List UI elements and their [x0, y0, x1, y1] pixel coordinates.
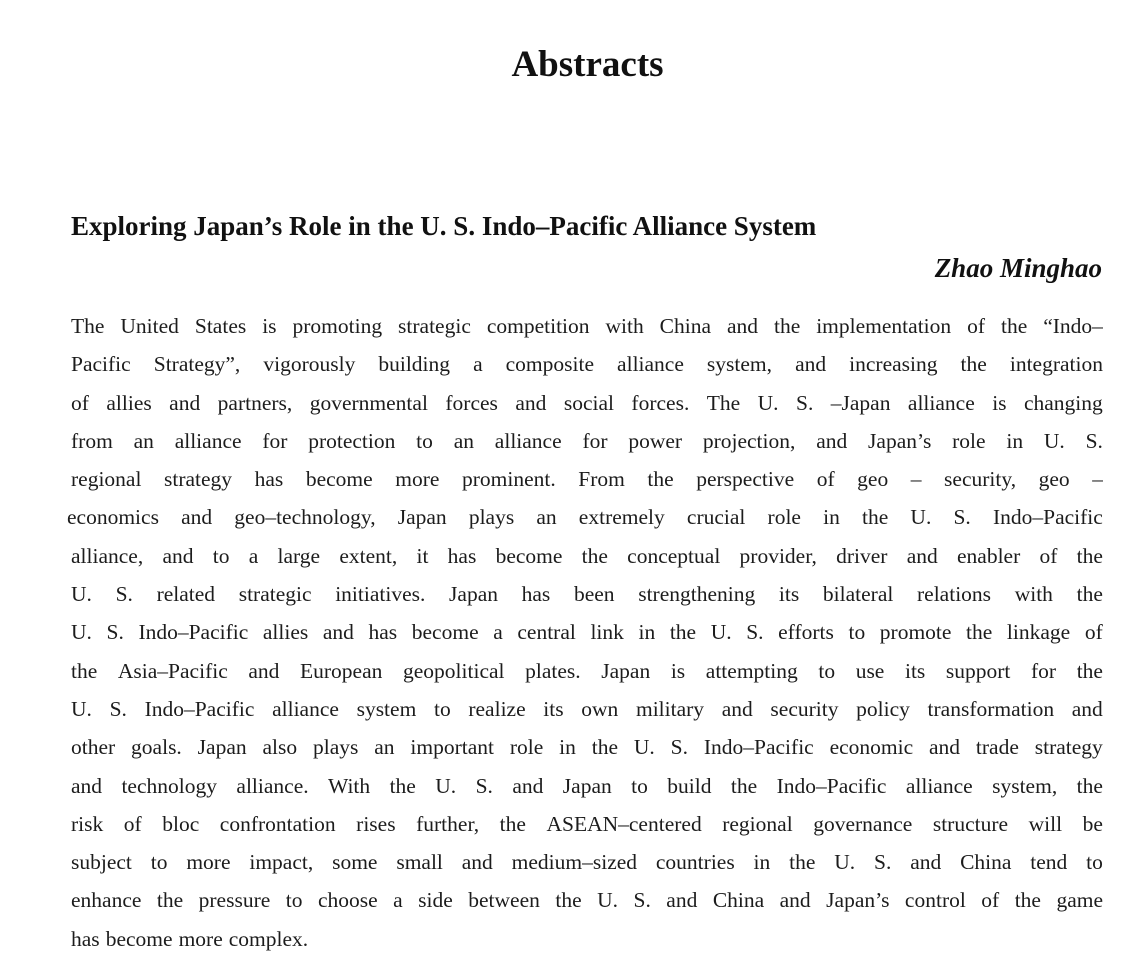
abstract-word: rises	[356, 811, 396, 836]
abstract-word: the	[555, 888, 582, 913]
abstract-word: the	[1000, 314, 1028, 338]
abstract-word: conceptual	[627, 543, 721, 568]
abstract-word: has	[447, 543, 477, 568]
abstract-word: geo	[857, 467, 889, 492]
abstract-word: and	[322, 620, 354, 645]
abstract-word: role	[767, 505, 801, 530]
abstract-word: driver	[836, 543, 888, 568]
abstract-line	[71, 920, 1103, 958]
abstract-word: crucial	[686, 505, 746, 530]
abstract-word: a	[393, 888, 403, 913]
abstract-word: States	[194, 314, 247, 338]
abstract-word: “Indo–	[1043, 314, 1103, 338]
abstract-word: and	[906, 543, 938, 568]
abstract-word: of	[816, 467, 835, 492]
abstract-word: S.	[746, 620, 764, 645]
abstract-word: building	[378, 352, 451, 377]
abstract-word: S.	[109, 696, 127, 721]
abstract-word: more	[186, 850, 231, 875]
abstract-word: an	[453, 428, 474, 453]
abstract-word: be	[1082, 811, 1103, 836]
abstract-word: has	[71, 926, 100, 951]
abstract-word: to	[285, 888, 303, 913]
abstract-word: to	[818, 658, 836, 683]
abstract-word: U.	[597, 888, 619, 913]
abstract-word: the	[1076, 773, 1103, 798]
abstract-word: S.	[475, 773, 493, 798]
abstract-word: is	[992, 390, 1007, 415]
abstract-word: Indo–Pacific	[144, 696, 255, 721]
abstract-word: its	[904, 658, 926, 683]
abstract-word: has	[521, 582, 551, 607]
abstract-word: bilateral	[822, 582, 894, 607]
abstract-word: with	[1014, 582, 1053, 607]
abstract-word: to	[433, 696, 451, 721]
abstract-line	[71, 690, 1103, 728]
abstract-word: also	[262, 735, 298, 760]
abstract-word: Indo–Pacific	[992, 505, 1103, 530]
abstract-word: regional	[722, 811, 793, 836]
abstract-word: promoting	[292, 314, 383, 338]
abstract-word: U.	[435, 773, 457, 798]
abstract-word: implementation	[816, 314, 952, 338]
abstract-word: strategic	[238, 582, 312, 607]
abstract-word: system,	[992, 773, 1058, 798]
abstract-word: the	[730, 773, 758, 798]
abstract-word: –	[910, 467, 922, 492]
abstract-word: further,	[416, 811, 480, 836]
abstract-word: governance	[813, 811, 913, 836]
abstract-word: realize	[468, 696, 526, 721]
abstract-word: and	[726, 314, 759, 338]
abstract-word: composite	[505, 352, 595, 377]
abstract-line	[71, 652, 1103, 690]
abstract-word: –	[1092, 467, 1103, 492]
abstract-word: promote	[879, 620, 952, 645]
abstract-word: is	[262, 314, 277, 338]
abstract-word: large	[277, 543, 321, 568]
page-heading: Abstracts	[511, 44, 664, 85]
abstract-word: is	[670, 658, 686, 683]
abstract-word: strengthening	[638, 582, 756, 607]
abstract-word: European	[300, 658, 383, 683]
abstract-word: been	[573, 582, 615, 607]
abstract-word: –Japan	[830, 390, 891, 415]
abstract-word: alliance,	[71, 543, 144, 568]
article-author: Zhao Minghao	[934, 253, 1102, 283]
abstract-word: forces.	[631, 390, 690, 415]
abstract-word: related	[156, 582, 216, 607]
abstract-line	[71, 575, 1103, 613]
abstract-word: some	[332, 850, 378, 875]
abstract-word: control	[904, 888, 966, 913]
abstract-word: confrontation	[219, 811, 336, 836]
abstract-line	[71, 422, 1103, 460]
abstract-word: to	[1086, 850, 1103, 875]
abstract-word: own	[581, 696, 619, 721]
abstract-word: in	[823, 505, 840, 530]
abstract-word: from	[71, 428, 113, 453]
abstract-word: alliance	[494, 428, 562, 453]
abstract-word: for	[582, 428, 608, 453]
abstract-word: link	[590, 620, 624, 645]
abstract-word: bloc	[162, 811, 200, 836]
abstract-word: perspective	[696, 467, 795, 492]
abstract-word: plays	[312, 735, 359, 760]
abstract-word: complex.	[228, 926, 309, 951]
abstract-word: geo	[1038, 467, 1070, 492]
abstract-word: subject	[71, 850, 132, 875]
abstract-word: become	[495, 543, 563, 568]
abstract-word: alliance	[272, 696, 339, 721]
abstract-word: the	[1076, 658, 1103, 683]
abstract-word: the	[71, 658, 98, 683]
abstract-word: plates.	[525, 658, 581, 683]
abstract-word: impact,	[249, 850, 314, 875]
abstract-word: governmental	[309, 390, 428, 415]
abstract-word: between	[468, 888, 540, 913]
abstract-word: and	[929, 735, 961, 760]
abstract-word: has	[368, 620, 398, 645]
abstract-word: protection	[308, 428, 396, 453]
abstract-word: changing	[1023, 390, 1103, 415]
abstract-word: relations	[917, 582, 992, 607]
abstract-word: tend	[1030, 850, 1068, 875]
abstract-word: system,	[706, 352, 773, 377]
abstract-word: plays	[468, 505, 515, 530]
abstract-word: a	[473, 352, 483, 377]
abstract-word: U.	[71, 620, 92, 645]
abstract-word: more	[395, 467, 440, 492]
abstract-word: become	[105, 926, 173, 951]
abstract-word: and	[795, 352, 827, 377]
abstract-word: the	[966, 620, 993, 645]
abstract-word: build	[667, 773, 712, 798]
abstract-word: and	[779, 888, 811, 913]
abstract-word: countries	[655, 850, 735, 875]
abstract-word: game	[1056, 888, 1103, 913]
abstract-word: U.	[757, 390, 779, 415]
abstract-word: choose	[317, 888, 378, 913]
abstract-word: and	[169, 390, 201, 415]
abstract-word: and	[248, 658, 280, 683]
abstract-word: economic	[829, 735, 914, 760]
abstract-word: S.	[115, 582, 133, 607]
abstract-word: Indo–Pacific	[703, 735, 814, 760]
abstract-word: of	[1084, 620, 1103, 645]
abstract-word: the	[1076, 543, 1103, 568]
abstract-line	[71, 843, 1103, 881]
abstract-word: security	[770, 696, 839, 721]
abstract-word: to	[212, 543, 230, 568]
abstract-word: role	[952, 428, 986, 453]
abstract-word: the	[156, 888, 184, 913]
abstract-word: and	[181, 505, 213, 530]
abstract-word: strategy	[1034, 735, 1103, 760]
abstract-word: U.	[910, 505, 932, 530]
abstract-word: U.	[710, 620, 732, 645]
abstract-word: central	[517, 620, 576, 645]
abstract-word: U.	[71, 582, 92, 607]
abstract-word: structure	[932, 811, 1009, 836]
abstract-word: and	[666, 888, 698, 913]
abstract-word: Indo–Pacific	[776, 773, 887, 798]
abstract-word: prominent.	[461, 467, 556, 492]
abstract-word: use	[855, 658, 885, 683]
abstract-word: in	[559, 735, 576, 760]
abstract-word: support	[945, 658, 1011, 683]
abstract-line	[71, 613, 1103, 651]
abstract-word: Japan	[197, 735, 247, 760]
abstract-word: become	[305, 467, 373, 492]
abstract-word: extent,	[339, 543, 398, 568]
abstract-word: of	[71, 390, 89, 415]
abstract-word: vigorously	[263, 352, 356, 377]
abstract-word: for	[262, 428, 288, 453]
abstract-word: forces	[445, 390, 498, 415]
abstract-word: Strategy”,	[153, 352, 241, 377]
abstract-word: China	[659, 314, 712, 338]
abstract-word: a	[493, 620, 503, 645]
abstract-word: and	[721, 696, 753, 721]
abstract-word: From	[578, 467, 625, 492]
abstract-word: of	[1039, 543, 1058, 568]
abstract-word: U.	[71, 696, 92, 721]
abstract-line	[71, 767, 1103, 805]
abstract-word: alliance	[174, 428, 242, 453]
abstract-word: to	[631, 773, 648, 798]
abstract-word: China	[712, 888, 765, 913]
abstract-word: role	[509, 735, 544, 760]
abstract-word: With	[328, 773, 371, 798]
abstract-word: of	[981, 888, 1000, 913]
abstract-body	[67, 307, 1103, 958]
abstract-word: integration	[1009, 352, 1103, 377]
abstract-word: Indo–Pacific	[138, 620, 249, 645]
abstract-word: and	[1071, 696, 1103, 721]
abstract-word: goals.	[131, 735, 182, 760]
abstract-word: side	[418, 888, 453, 913]
abstract-line	[71, 805, 1103, 843]
abstract-word: attempting	[705, 658, 798, 683]
abstract-word: an	[374, 735, 395, 760]
abstract-word: pressure	[198, 888, 271, 913]
abstract-word: The	[706, 390, 741, 415]
abstract-word: U.	[633, 735, 655, 760]
abstract-word: for	[1031, 658, 1057, 683]
abstract-word: S.	[874, 850, 892, 875]
abstract-word: the	[669, 620, 697, 645]
abstract-word: Japan	[562, 773, 612, 798]
abstract-word: regional	[71, 467, 142, 492]
abstract-word: policy	[856, 696, 910, 721]
abstract-word: Japan	[601, 658, 651, 683]
abstract-word: enabler	[956, 543, 1021, 568]
abstract-word: the	[647, 467, 674, 492]
abstract-word: to	[416, 428, 433, 453]
abstract-word: S.	[1085, 428, 1103, 453]
abstract-word: strategy	[164, 467, 233, 492]
abstract-word: the	[789, 850, 816, 875]
abstract-word: its	[543, 696, 564, 721]
abstract-word: Japan	[397, 505, 447, 530]
abstract-word: become	[411, 620, 479, 645]
abstract-word: competition	[486, 314, 590, 338]
abstract-word: S.	[633, 888, 651, 913]
abstract-word: geopolitical	[403, 658, 505, 683]
abstract-word: system	[356, 696, 417, 721]
abstract-word: Japan’s	[868, 428, 932, 453]
abstract-word: and	[162, 543, 194, 568]
abstract-word: and	[910, 850, 942, 875]
abstract-word: partners,	[217, 390, 293, 415]
abstract-word: Asia–Pacific	[117, 658, 228, 683]
abstract-word: and	[461, 850, 493, 875]
abstract-word: its	[778, 582, 800, 607]
abstract-word: allies	[106, 390, 152, 415]
abstract-word: an	[536, 505, 557, 530]
abstract-word: of	[123, 811, 142, 836]
abstract-word: the	[773, 314, 801, 338]
abstract-word: Japan’s	[826, 888, 890, 913]
abstract-word: in	[638, 620, 656, 645]
abstract-word: technology	[121, 773, 217, 798]
abstract-word: important	[410, 735, 494, 760]
abstract-word: U.	[834, 850, 856, 875]
abstract-word: increasing	[849, 352, 938, 377]
abstract-word: the	[1076, 582, 1103, 607]
abstract-word: efforts	[778, 620, 834, 645]
abstract-line	[71, 307, 1103, 345]
abstract-word: it	[416, 543, 429, 568]
abstract-word: United	[120, 314, 179, 338]
abstract-word: the	[581, 543, 608, 568]
abstract-word: Pacific	[71, 352, 131, 377]
abstract-word: strategic	[398, 314, 471, 338]
abstract-word: S.	[795, 390, 814, 415]
abstract-word: alliance	[617, 352, 684, 377]
abstract-line	[71, 345, 1103, 383]
abstract-word: in	[1006, 428, 1024, 453]
abstract-word: small	[396, 850, 443, 875]
abstract-line	[71, 728, 1103, 766]
abstract-word: more	[178, 926, 223, 951]
abstract-word: geo–technology,	[234, 505, 376, 530]
abstract-word: has	[254, 467, 284, 492]
abstract-word: economics	[67, 505, 159, 530]
abstract-word: and	[515, 390, 547, 415]
abstract-line	[71, 881, 1103, 919]
abstract-word: The	[71, 314, 105, 338]
abstract-word: the	[960, 352, 987, 377]
abstract-word: S.	[106, 620, 124, 645]
abstract-word: of	[967, 314, 986, 338]
abstract-word: S.	[670, 735, 688, 760]
abstract-word: U.	[1043, 428, 1065, 453]
abstract-word: the	[862, 505, 889, 530]
abstract-word: and	[512, 773, 544, 798]
abstract-line	[71, 537, 1103, 575]
abstract-word: alliance	[905, 773, 973, 798]
abstract-word: initiatives.	[335, 582, 426, 607]
abstract-line	[67, 498, 1103, 536]
abstract-word: and	[71, 773, 103, 798]
abstract-word: Japan	[449, 582, 498, 607]
abstract-word: trade	[975, 735, 1019, 760]
abstract-word: provider,	[739, 543, 817, 568]
abstract-word: to	[848, 620, 866, 645]
abstract-word: alliance	[907, 390, 975, 415]
abstract-word: the	[499, 811, 526, 836]
abstract-word: military	[635, 696, 705, 721]
abstract-word: S.	[953, 505, 971, 530]
abstract-word: a	[248, 543, 259, 568]
abstract-word: allies	[262, 620, 309, 645]
abstract-word: social	[563, 390, 614, 415]
abstract-word: with	[605, 314, 644, 338]
abstract-line	[71, 460, 1103, 498]
abstract-word: medium–sized	[511, 850, 638, 875]
abstract-word: and	[816, 428, 848, 453]
abstract-word: China	[960, 850, 1012, 875]
abstract-line	[71, 384, 1103, 422]
abstract-word: will	[1028, 811, 1063, 836]
abstract-word: power	[628, 428, 683, 453]
abstract-word: the	[591, 735, 619, 760]
abstract-word: projection,	[702, 428, 796, 453]
abstract-word: linkage	[1006, 620, 1071, 645]
abstract-word: in	[753, 850, 771, 875]
abstract-word: extremely	[578, 505, 665, 530]
abstract-word: other	[71, 735, 116, 760]
abstract-word: security,	[944, 467, 1017, 492]
abstract-word: transformation	[927, 696, 1055, 721]
abstract-word: alliance.	[236, 773, 309, 798]
abstract-word: ASEAN–centered	[546, 811, 702, 836]
abstract-word: an	[133, 428, 154, 453]
abstract-word: enhance	[71, 888, 142, 913]
abstract-word: to	[150, 850, 168, 875]
abstract-word: the	[1014, 888, 1041, 913]
article-title: Exploring Japan’s Role in the U. S. Indo–Pacific Alliance System	[71, 211, 817, 241]
abstract-word: risk	[71, 811, 104, 836]
abstract-word: the	[389, 773, 416, 798]
